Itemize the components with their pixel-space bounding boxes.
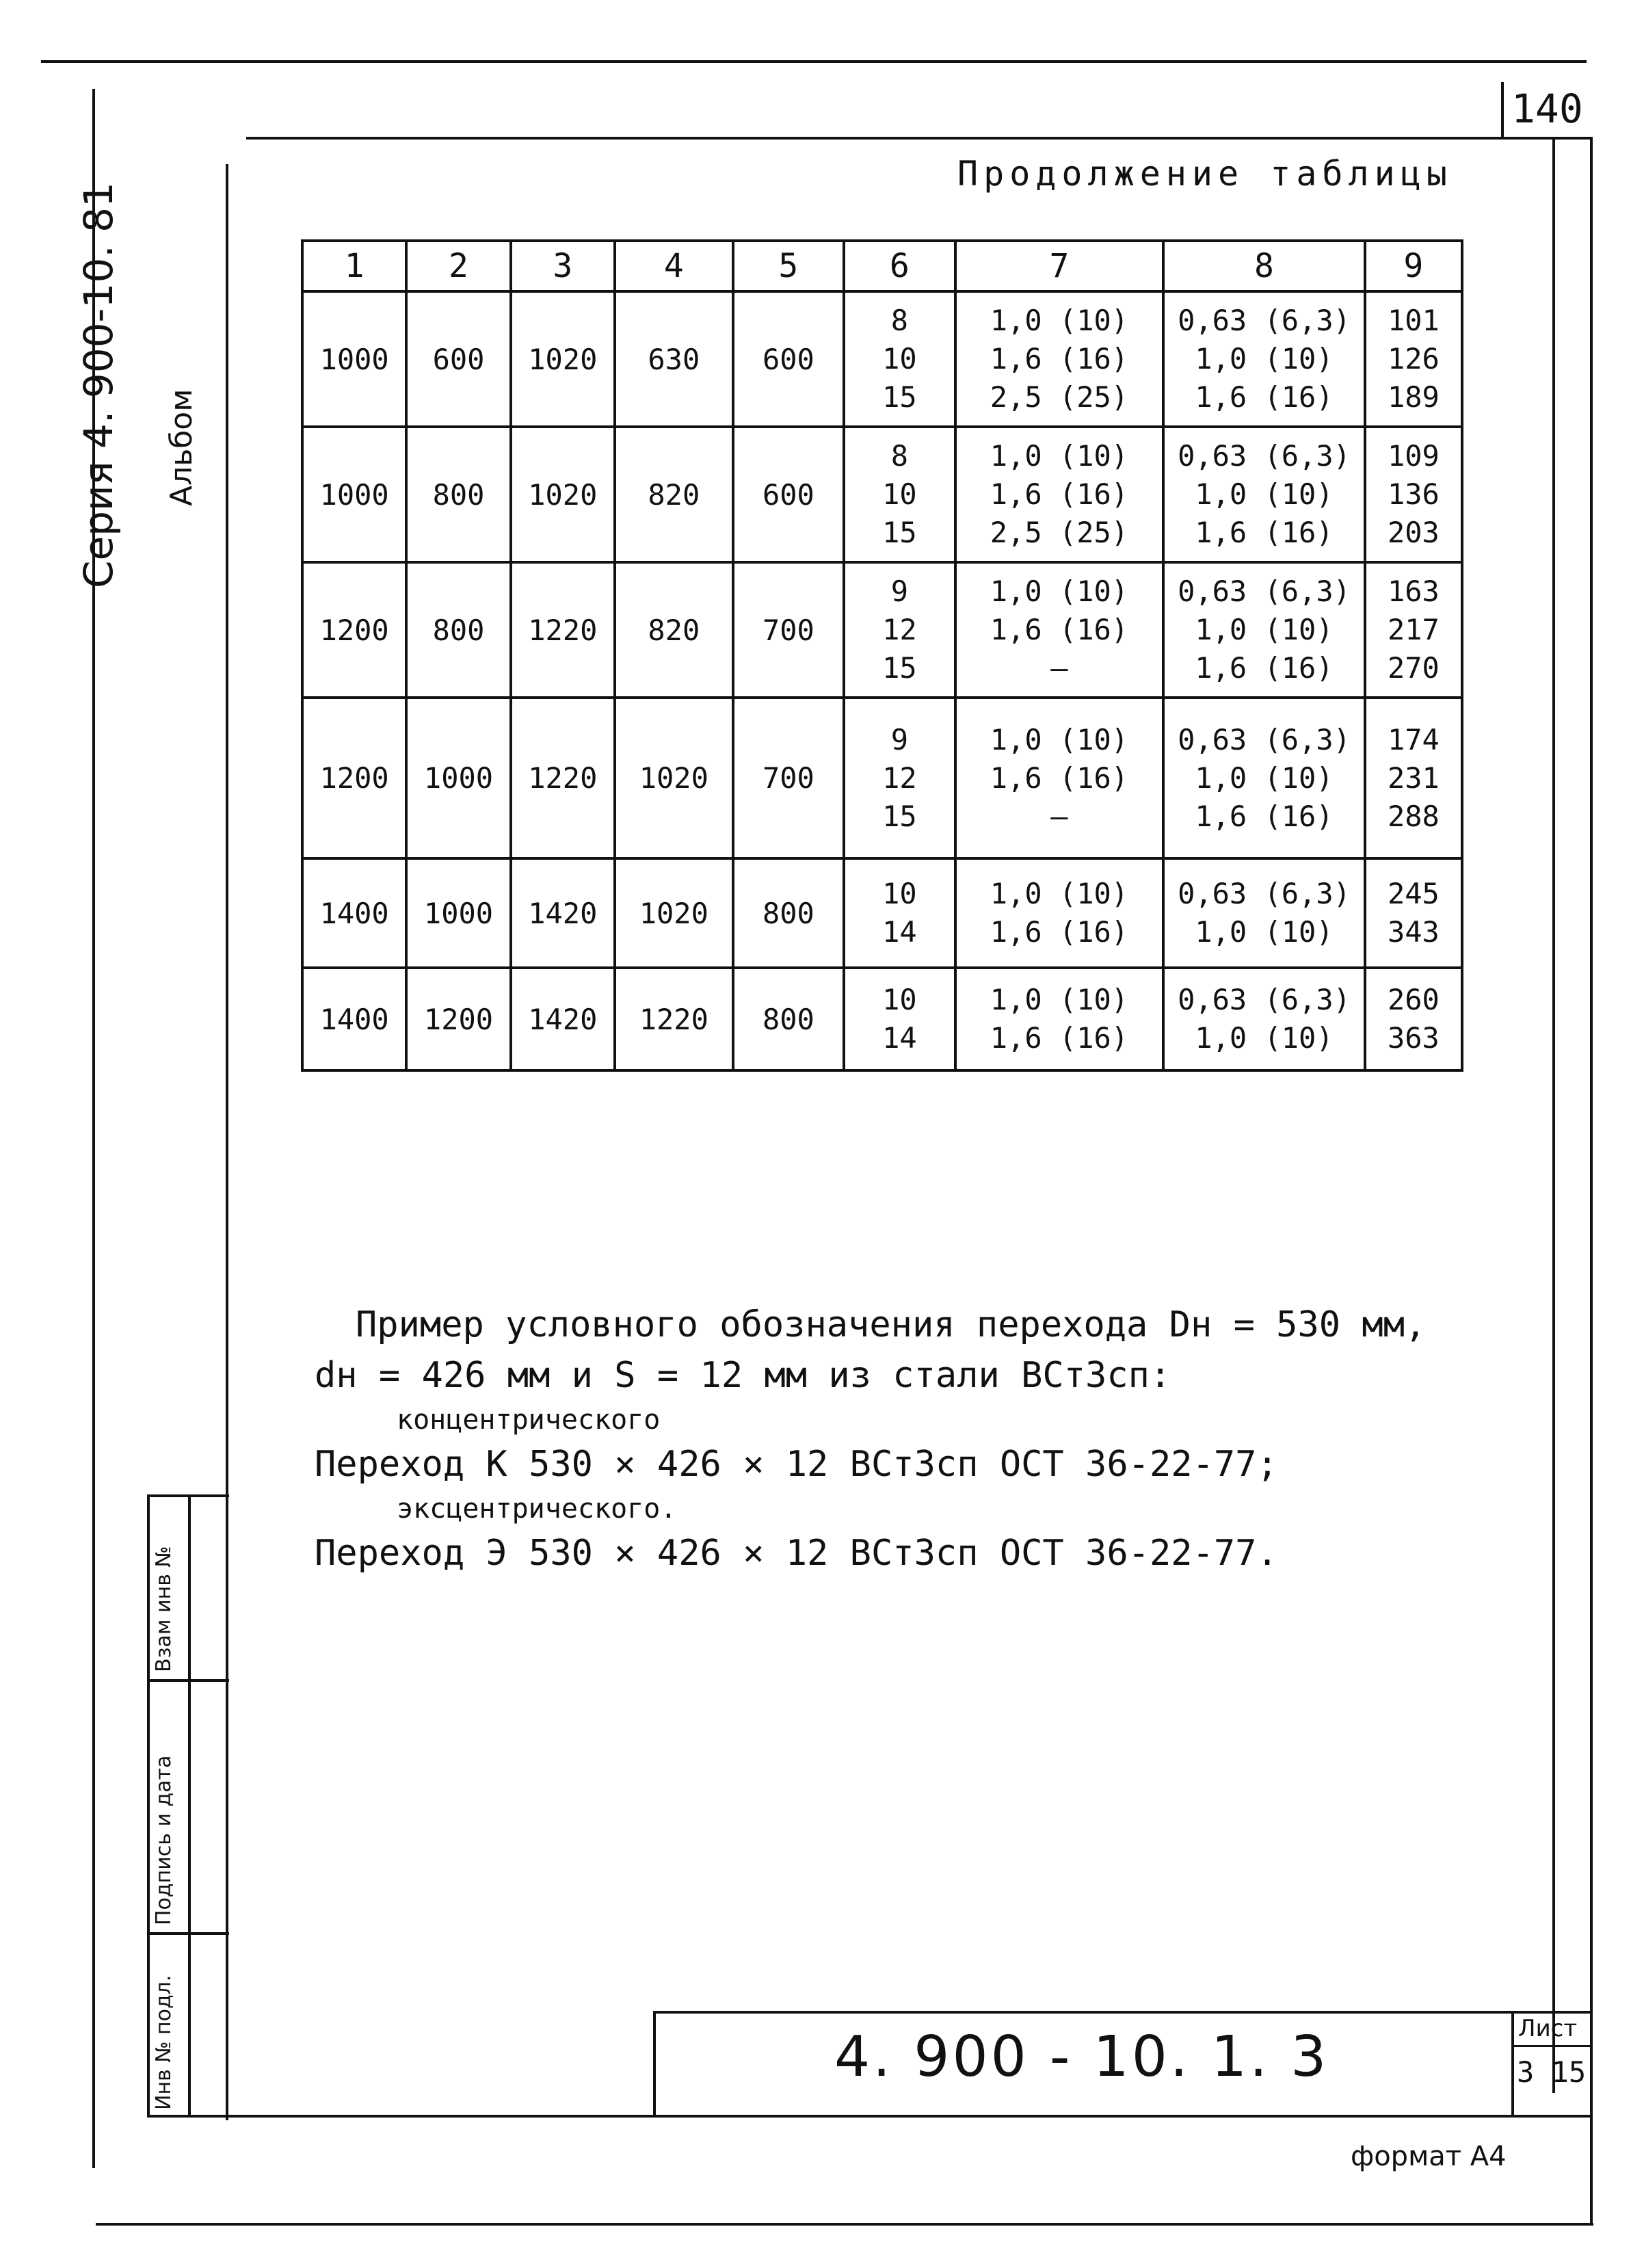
cell-line: 1,0 (10) (990, 304, 1129, 337)
table-caption: Продолжение таблицы (957, 154, 1453, 194)
cell-line: 15 (882, 799, 917, 833)
table-cell (1163, 291, 1365, 427)
table-cell: 700 (733, 562, 844, 698)
table-cell (1365, 562, 1462, 698)
title-block-sheet-sep (1511, 2045, 1590, 2047)
table-header-row (302, 241, 1462, 291)
cell-line: 1,0 (10) (1195, 477, 1334, 511)
table-row (302, 698, 1462, 858)
inner-left-border (226, 164, 228, 2120)
sheet-label: Лист (1518, 2015, 1578, 2042)
cell-line: 343 (1387, 915, 1440, 949)
header-cell: 1 (302, 241, 406, 291)
table-cell (955, 968, 1164, 1070)
table-cell (955, 291, 1164, 427)
cell-line: 15 (882, 651, 917, 685)
cell-line: 189 (1387, 380, 1440, 414)
side-stamp-inv-orig: Инв № подл. (152, 1975, 176, 2110)
series-label: Серия 4. 900-10. 81 (75, 182, 122, 588)
example-subheading: концентрического (397, 1404, 661, 1436)
cell-line: 0,63 (6,3) (1178, 304, 1351, 337)
cell-line: 109 (1387, 439, 1440, 473)
pipe-transition-table (301, 239, 1463, 1072)
cell-line: 8 (890, 439, 908, 473)
cell-line: 1,0 (10) (990, 439, 1129, 473)
header-cell: 7 (955, 241, 1164, 291)
cell-line: 101 (1387, 304, 1440, 337)
header-cell: 5 (733, 241, 844, 291)
cell-line: 12 (882, 613, 917, 646)
table-cell: 1200 (302, 698, 406, 858)
cell-line: 14 (882, 1021, 917, 1055)
cell-line: 163 (1387, 575, 1440, 608)
cell-line: 10 (882, 983, 917, 1016)
side-stamp-top (147, 1494, 229, 1497)
sheet-number: 3 15 (1517, 2055, 1587, 2089)
table-cell: 800 (733, 968, 844, 1070)
cell-line: 15 (882, 380, 917, 414)
cell-line: 0,63 (6,3) (1178, 877, 1351, 910)
title-block-sheet-left (1511, 2011, 1514, 2117)
header-cell: 6 (844, 241, 955, 291)
table-cell: 1020 (615, 858, 733, 968)
cell-line: 1,6 (16) (1195, 799, 1334, 833)
cell-line: 12 (882, 761, 917, 795)
cell-line: 1,0 (10) (990, 722, 1129, 756)
table-cell (1163, 698, 1365, 858)
table-cell: 600 (733, 427, 844, 562)
table-cell: 700 (733, 698, 844, 858)
side-stamp-sep-2 (147, 1932, 229, 1935)
inner-top-border (246, 137, 1590, 140)
table-cell (1163, 562, 1365, 698)
side-stamp-sep-1 (147, 1679, 229, 1682)
cell-line: 245 (1387, 877, 1440, 910)
table-cell (955, 562, 1164, 698)
table-cell: 1420 (511, 968, 615, 1070)
example-subheading: эксцентрического. (397, 1493, 677, 1525)
table-cell: 1420 (511, 858, 615, 968)
table-cell: 630 (615, 291, 733, 427)
table-row (302, 858, 1462, 968)
cell-line: 270 (1387, 651, 1440, 685)
cell-line: 231 (1387, 761, 1440, 795)
table-cell (844, 698, 955, 858)
cell-line: 217 (1387, 613, 1440, 646)
cell-line: 10 (882, 477, 917, 511)
cell-line: 136 (1387, 477, 1440, 511)
cell-line: 0,63 (6,3) (1178, 439, 1351, 473)
cell-line: 9 (890, 575, 908, 608)
title-block-left (653, 2011, 656, 2117)
cell-line: 260 (1387, 983, 1440, 1016)
table-row (302, 291, 1462, 427)
cell-line: 9 (890, 722, 908, 756)
cell-line: 203 (1387, 516, 1440, 549)
cell-line: 10 (882, 342, 917, 375)
side-stamp-left (147, 1494, 150, 2117)
cell-line: 0,63 (6,3) (1178, 983, 1351, 1016)
cell-line: 1,0 (10) (1195, 342, 1334, 375)
cell-line: 1,0 (10) (1195, 761, 1334, 795)
format-label: формат А4 (1351, 2141, 1507, 2172)
cell-line: 2,5 (25) (990, 516, 1129, 549)
table-cell: 1220 (511, 562, 615, 698)
cell-line: 1,0 (10) (1195, 613, 1334, 646)
header-cell: 2 (406, 241, 510, 291)
cell-line: 174 (1387, 722, 1440, 756)
table-cell: 1020 (511, 291, 615, 427)
cell-line: 1,6 (16) (990, 1021, 1129, 1055)
table-cell (844, 562, 955, 698)
cell-line: 1,6 (16) (990, 342, 1129, 375)
designation-example (315, 1300, 1546, 1579)
table-cell: 600 (406, 291, 510, 427)
document-designation: 4. 900 - 10. 1. 3 (834, 2025, 1329, 2089)
table-cell (844, 427, 955, 562)
example-line: Переход Э 530 × 426 × 12 ВСт3сп ОСТ 36-22-77. (315, 1533, 1278, 1574)
table-cell (955, 427, 1164, 562)
cell-line: 1,0 (10) (990, 575, 1129, 608)
table-cell: 1000 (302, 291, 406, 427)
table-cell: 800 (406, 562, 510, 698)
table-cell: 820 (615, 427, 733, 562)
table-cell: 1200 (302, 562, 406, 698)
table-cell: 1400 (302, 858, 406, 968)
cell-line: 288 (1387, 799, 1440, 833)
table-cell (955, 698, 1164, 858)
outer-top-border (41, 60, 1587, 63)
page-number: 140 (1511, 85, 1583, 132)
cell-line: 10 (882, 877, 917, 910)
table-cell (955, 858, 1164, 968)
table-cell (1365, 858, 1462, 968)
table-row (302, 427, 1462, 562)
header-cell: 3 (511, 241, 615, 291)
cell-line: 1,6 (16) (1195, 516, 1334, 549)
header-cell: 9 (1365, 241, 1462, 291)
cell-line: 1,0 (10) (1195, 915, 1334, 949)
table-cell: 1400 (302, 968, 406, 1070)
table-cell (844, 968, 955, 1070)
cell-line: 0,63 (6,3) (1178, 575, 1351, 608)
cell-line: 1,6 (16) (990, 477, 1129, 511)
inner-bottom-border (147, 2115, 1590, 2118)
cell-line: 1,6 (16) (990, 613, 1129, 646)
table-cell (1365, 427, 1462, 562)
header-cell: 4 (615, 241, 733, 291)
table-cell (1163, 427, 1365, 562)
table-cell: 1000 (302, 427, 406, 562)
title-block-top (653, 2011, 1590, 2014)
outer-right-border (1590, 137, 1593, 2223)
table-cell: 1220 (511, 698, 615, 858)
table-cell (1365, 698, 1462, 858)
outer-bottom-border (96, 2223, 1593, 2226)
table-cell: 1020 (615, 698, 733, 858)
inner-right-border (1552, 137, 1555, 2093)
example-heading: Пример условного обозначения перехода Dн = 530 мм, (356, 1304, 1427, 1345)
table-cell: 1020 (511, 427, 615, 562)
table-cell: 1000 (406, 698, 510, 858)
table-cell (1365, 291, 1462, 427)
table-cell: 1220 (615, 968, 733, 1070)
table-cell (844, 858, 955, 968)
cell-line: 1,6 (16) (1195, 651, 1334, 685)
cell-line: 1,0 (10) (1195, 1021, 1334, 1055)
table-cell: 820 (615, 562, 733, 698)
cell-line: — (1050, 799, 1068, 833)
side-stamp-vzam-inv: Взам инв № (152, 1546, 176, 1672)
table-cell: 800 (406, 427, 510, 562)
page-number-box-left (1501, 82, 1504, 138)
cell-line: 1,6 (16) (990, 915, 1129, 949)
album-label: Альбом (164, 388, 199, 506)
cell-line: 0,63 (6,3) (1178, 722, 1351, 756)
table-cell (1365, 968, 1462, 1070)
cell-line: 1,0 (10) (990, 983, 1129, 1016)
table-row (302, 562, 1462, 698)
table-cell (1163, 968, 1365, 1070)
cell-line: 14 (882, 915, 917, 949)
table-cell: 1200 (406, 968, 510, 1070)
table-cell: 800 (733, 858, 844, 968)
header-cell: 8 (1163, 241, 1365, 291)
cell-line: 126 (1387, 342, 1440, 375)
cell-line: 363 (1387, 1021, 1440, 1055)
cell-line: 2,5 (25) (990, 380, 1129, 414)
cell-line: 1,6 (16) (1195, 380, 1334, 414)
example-line: dн = 426 мм и S = 12 мм из стали ВСт3сп: (315, 1355, 1171, 1396)
example-line: Переход К 530 × 426 × 12 ВСт3сп ОСТ 36-22-77; (315, 1444, 1278, 1485)
table-row (302, 968, 1462, 1070)
side-stamp-divider (188, 1494, 191, 2117)
cell-line: 1,6 (16) (990, 761, 1129, 795)
table-cell: 1000 (406, 858, 510, 968)
cell-line: 1,0 (10) (990, 877, 1129, 910)
table-cell (844, 291, 955, 427)
table-cell (1163, 858, 1365, 968)
cell-line: 8 (890, 304, 908, 337)
cell-line: 15 (882, 516, 917, 549)
cell-line: — (1050, 651, 1068, 685)
table-cell: 600 (733, 291, 844, 427)
side-stamp-sign-date: Подпись и дата (152, 1755, 176, 1925)
